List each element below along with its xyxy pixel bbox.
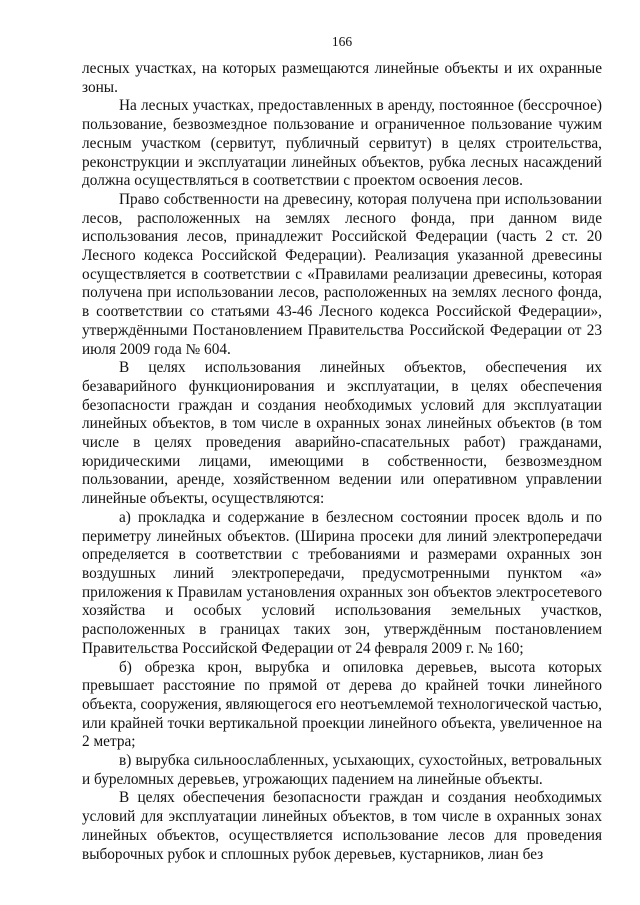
list-item-a: а) прокладка и содержание в безлесном состоянии просек вдоль и по периметру линейных объектов. (Ширина просеки для линий электропередачи определяется в соответствии с требованиями и размерами охранных зон воздушных линий электропередачи, предусмотренными пунктом «а» приложения к Правилам установления охранных зон объектов электросетевого хозяйства и особых условий использования земельных участков, расположенных в границах таких зон, утверждённым постановлением Правительства Российской Федерации от 24 февраля 2009 г. № 160; <box>82 508 602 657</box>
paragraph-wood-ownership: Право собственности на древесину, которая получена при использовании лесов, расположенных на землях лесного фонда, при данном виде использования лесов, принадлежит Российской Федерации (часть 2 ст. 20 Лесного кодекса Российской Федерации). Реализация указанной древесины осуществляется в соответствии с «Правилами реализации древесины, которая получена при использовании лесов, расположенных на землях лесного фонда, в соответствии со статьями 43-46 Лесного кодекса Российской Федерации», утверждёнными Постановлением Правительства Российской Федерации от 23 июля 2009 года № 604. <box>82 190 602 358</box>
paragraph-safety-felling: В целях обеспечения безопасности граждан и создания необходимых условий для эксплуатации линейных объектов, в том числе в охранных зонах линейных объектов, осуществляется использование лесов для проведения выборочных рубок и сплошных рубок деревьев, кустарников, лиан без <box>82 789 602 863</box>
paragraph-linear-objects-purposes: В целях использования линейных объектов, обеспечения их безаварийного функционирования и эксплуатации, в целях обеспечения безопасности граждан и создания необходимых условий для эксплуатации линейных объектов, в том числе в охранных зонах линейных объектов (в том числе в целях проведения аварийно-спасательных работ) гражданами, юридическими лицами, имеющими в собственности, безвозмездном пользовании, аренде, хозяйственном ведении или оперативном управлении линейные объекты, осуществляются: <box>82 359 602 508</box>
list-item-b: б) обрезка крон, вырубка и опиловка деревьев, высота которых превышает расстояние по прямой от дерева до крайней точки линейного объекта, сооружения, являющегося его неотъемлемой технологической частью, или крайней точки вертикальной проекции линейного объекта, увеличенное на 2 метра; <box>82 658 602 751</box>
paragraph-lease-felling: На лесных участках, предоставленных в аренду, постоянное (бессрочное) пользование, безвозмездное пользование и ограниченное пользование чужим лесным участком (сервитут, публичный сервитут) в целях строительства, реконструкции и эксплуатации линейных объектов, рубка лесных насаждений должна осуществляться в соответствии с проектом освоения лесов. <box>82 97 602 190</box>
paragraph-continuation: лесных участках, на которых размещаются линейные объекты и их охранные зоны. <box>82 60 602 96</box>
list-item-c: в) вырубка сильноослабленных, усыхающих, сухостойных, ветровальных и буреломных деревьев, угрожающих падением на линейные объекты. <box>82 752 602 788</box>
page-number: 166 <box>331 34 353 49</box>
document-page <box>82 34 602 864</box>
